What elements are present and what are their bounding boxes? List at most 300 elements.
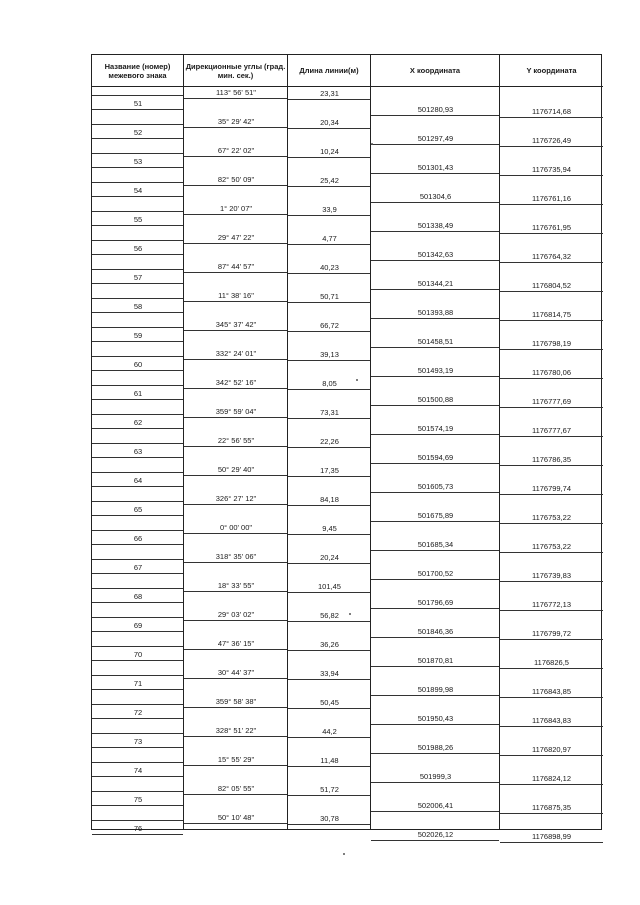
length-underline — [288, 621, 370, 622]
length-underline — [288, 186, 370, 187]
angle-underline — [184, 678, 287, 679]
marker-name: 66 — [133, 534, 143, 543]
direction-angle: 15° 55' 29" — [217, 755, 255, 764]
angle-underline — [184, 823, 287, 824]
x-coordinate: 501870,81 — [417, 656, 454, 665]
angle-underline — [184, 475, 287, 476]
marker-row-line — [92, 747, 183, 748]
length-underline — [288, 215, 370, 216]
angle-underline — [184, 707, 287, 708]
angle-underline — [184, 388, 287, 389]
marker-row-line — [92, 733, 183, 734]
angle-underline — [184, 243, 287, 244]
marker-name: 71 — [133, 679, 143, 688]
direction-angle: 50° 10' 48" — [217, 813, 255, 822]
length-underline — [288, 447, 370, 448]
x-coordinate: 501988,26 — [417, 743, 454, 752]
direction-angle: 359° 59' 04" — [215, 407, 257, 416]
x-coordinate: 501700,52 — [417, 569, 454, 578]
angle-underline — [184, 736, 287, 737]
y-row-line — [500, 494, 603, 495]
direction-angle: 29° 03' 02" — [217, 610, 255, 619]
x-coordinate: 501950,43 — [417, 714, 454, 723]
length-underline — [288, 650, 370, 651]
y-coordinate: 1176714,68 — [531, 107, 572, 116]
y-row-line — [500, 291, 603, 292]
y-coordinate: 1176843,83 — [531, 716, 572, 725]
x-row-line — [371, 666, 499, 667]
marker-name: 67 — [133, 563, 143, 572]
marker-row-line — [92, 631, 183, 632]
scan-speck — [356, 379, 358, 381]
direction-angle: 0° 00' 00" — [219, 523, 253, 532]
y-coordinate: 1176764,32 — [531, 252, 572, 261]
header-line-length — [288, 55, 371, 87]
y-row-line — [500, 349, 603, 350]
x-row-line — [371, 782, 499, 783]
marker-row-line — [92, 138, 183, 139]
direction-angle: 332° 24' 01" — [215, 349, 257, 358]
line-length: 33,94 — [320, 669, 339, 678]
y-row-line — [500, 668, 603, 669]
marker-name: 51 — [133, 99, 143, 108]
angle-underline — [184, 533, 287, 534]
header-direction-angles-text: Дирекционные углы (град. мин. сек.) — [185, 61, 286, 80]
x-coordinate: 501999,3 — [419, 772, 452, 781]
x-coordinate: 501574,19 — [417, 424, 454, 433]
length-underline — [288, 128, 370, 129]
y-row-line — [500, 697, 603, 698]
x-row-line — [371, 695, 499, 696]
marker-name: 72 — [133, 708, 143, 717]
x-row-line — [371, 289, 499, 290]
angle-underline — [184, 620, 287, 621]
direction-angle: 29° 47' 22" — [217, 233, 255, 242]
angle-underline — [184, 417, 287, 418]
column-divider — [287, 87, 288, 829]
x-row-line — [371, 724, 499, 725]
marker-row-line — [92, 95, 183, 96]
x-coordinate: 501338,49 — [417, 221, 454, 230]
x-coordinate: 501493,19 — [417, 366, 454, 375]
y-coordinate: 1176786,35 — [531, 455, 572, 464]
x-row-line — [371, 840, 499, 841]
marker-row-line — [92, 515, 183, 516]
marker-row-line — [92, 530, 183, 531]
angle-underline — [184, 185, 287, 186]
angle-underline — [184, 98, 287, 99]
x-row-line — [371, 550, 499, 551]
y-coordinate: 1176761,16 — [531, 194, 572, 203]
x-coordinate: 501280,93 — [417, 105, 454, 114]
direction-angle: 359° 58' 38" — [215, 697, 257, 706]
y-coordinate: 1176777,69 — [531, 397, 572, 406]
y-row-line — [500, 610, 603, 611]
x-coordinate: 501605,73 — [417, 482, 454, 491]
marker-row-line — [92, 776, 183, 777]
y-coordinate: 1176777,67 — [531, 426, 572, 435]
direction-angle: 22° 56' 55" — [217, 436, 255, 445]
line-length: 23,31 — [320, 89, 339, 98]
x-coordinate: 501297,49 — [417, 134, 454, 143]
y-row-line — [500, 436, 603, 437]
direction-angle: 50° 29' 40" — [217, 465, 255, 474]
scan-speck — [343, 853, 345, 855]
length-underline — [288, 679, 370, 680]
marker-name: 63 — [133, 447, 143, 456]
length-underline — [288, 534, 370, 535]
direction-angle: 18° 33' 55" — [217, 581, 255, 590]
marker-row-line — [92, 486, 183, 487]
marker-name: 70 — [133, 650, 143, 659]
x-row-line — [371, 492, 499, 493]
y-row-line — [500, 755, 603, 756]
length-underline — [288, 824, 370, 825]
x-row-line — [371, 260, 499, 261]
x-coordinate: 501796,69 — [417, 598, 454, 607]
marker-row-line — [92, 602, 183, 603]
y-coordinate: 1176735,94 — [531, 165, 572, 174]
y-coordinate: 1176799,72 — [531, 629, 572, 638]
header-line-length-text: Длина линии(м) — [299, 66, 359, 75]
header-x-coordinate — [371, 55, 500, 87]
y-row-line — [500, 639, 603, 640]
line-length: 84,18 — [320, 495, 339, 504]
angle-underline — [184, 127, 287, 128]
x-row-line — [371, 811, 499, 812]
x-coordinate: 502006,41 — [417, 801, 454, 810]
x-coordinate: 501846,36 — [417, 627, 454, 636]
header-marker-name — [92, 55, 184, 87]
header-marker-name-text: Название (номер) межевого знака — [104, 61, 171, 80]
length-underline — [288, 418, 370, 419]
y-coordinate: 1176798,19 — [531, 339, 572, 348]
marker-row-line — [92, 544, 183, 545]
y-row-line — [500, 523, 603, 524]
angle-underline — [184, 794, 287, 795]
line-length: 44,2 — [322, 727, 337, 736]
marker-row-line — [92, 617, 183, 618]
y-row-line — [500, 842, 603, 843]
marker-row-line — [92, 211, 183, 212]
header-x-coordinate-text: X координата — [409, 66, 461, 75]
y-coordinate: 1176739,83 — [531, 571, 572, 580]
length-underline — [288, 708, 370, 709]
marker-name: 76 — [133, 824, 143, 833]
marker-name: 57 — [133, 273, 143, 282]
y-coordinate: 1176898,99 — [531, 832, 572, 841]
y-row-line — [500, 813, 603, 814]
angle-underline — [184, 446, 287, 447]
x-coordinate: 502026,12 — [417, 830, 454, 839]
scan-speck — [371, 143, 373, 145]
x-coordinate: 501304,6 — [419, 192, 452, 201]
angle-underline — [184, 272, 287, 273]
y-row-line — [500, 204, 603, 205]
marker-row-line — [92, 269, 183, 270]
x-row-line — [371, 115, 499, 116]
length-underline — [288, 99, 370, 100]
x-coordinate: 501685,34 — [417, 540, 454, 549]
marker-row-line — [92, 791, 183, 792]
marker-row-line — [92, 689, 183, 690]
y-row-line — [500, 233, 603, 234]
marker-name: 54 — [133, 186, 143, 195]
x-coordinate: 501458,51 — [417, 337, 454, 346]
direction-angle: 328° 51' 22" — [215, 726, 257, 735]
header-y-coordinate-text: Y координата — [526, 66, 577, 75]
line-length: 22,26 — [320, 437, 339, 446]
line-length: 9,45 — [322, 524, 337, 533]
angle-underline — [184, 214, 287, 215]
marker-row-line — [92, 646, 183, 647]
line-length: 101,45 — [318, 582, 341, 591]
marker-row-line — [92, 588, 183, 589]
marker-row-line — [92, 457, 183, 458]
marker-row-line — [92, 225, 183, 226]
y-row-line — [500, 552, 603, 553]
x-row-line — [371, 753, 499, 754]
marker-row-line — [92, 428, 183, 429]
angle-underline — [184, 156, 287, 157]
direction-angle: 318° 35' 06" — [215, 552, 257, 561]
line-length: 50,71 — [320, 292, 339, 301]
direction-angle: 113° 56' 51" — [216, 88, 256, 97]
y-coordinate: 1176772,13 — [531, 600, 572, 609]
angle-underline — [184, 562, 287, 563]
y-coordinate: 1176843,85 — [531, 687, 572, 696]
marker-row-line — [92, 573, 183, 574]
line-length: 56,82 — [320, 611, 339, 620]
y-coordinate: 1176753,22 — [531, 542, 572, 551]
angle-underline — [184, 301, 287, 302]
line-length: 20,34 — [320, 118, 339, 127]
x-row-line — [371, 608, 499, 609]
length-underline — [288, 476, 370, 477]
line-length: 39,13 — [320, 350, 339, 359]
marker-row-line — [92, 283, 183, 284]
y-row-line — [500, 320, 603, 321]
y-coordinate: 1176780,06 — [531, 368, 572, 377]
direction-angle: 342° 52' 16" — [215, 378, 257, 387]
y-coordinate: 1176826,5 — [534, 658, 569, 667]
y-coordinate: 1176820,97 — [531, 745, 572, 754]
marker-name: 52 — [133, 128, 143, 137]
angle-underline — [184, 359, 287, 360]
length-underline — [288, 331, 370, 332]
line-length: 25,42 — [320, 176, 339, 185]
length-underline — [288, 505, 370, 506]
x-coordinate: 501594,69 — [417, 453, 454, 462]
x-row-line — [371, 144, 499, 145]
y-row-line — [500, 378, 603, 379]
marker-name: 59 — [133, 331, 143, 340]
marker-name: 68 — [133, 592, 143, 601]
line-length: 36,26 — [320, 640, 339, 649]
marker-name: 64 — [133, 476, 143, 485]
x-coordinate: 501301,43 — [417, 163, 454, 172]
marker-row-line — [92, 124, 183, 125]
marker-row-line — [92, 820, 183, 821]
line-length: 40,23 — [320, 263, 339, 272]
marker-row-line — [92, 805, 183, 806]
y-row-line — [500, 146, 603, 147]
marker-name: 74 — [133, 766, 143, 775]
marker-name: 69 — [133, 621, 143, 630]
marker-row-line — [92, 718, 183, 719]
direction-angle: 47° 36' 15" — [217, 639, 255, 648]
direction-angle: 87° 44' 57" — [217, 262, 255, 271]
y-row-line — [500, 726, 603, 727]
marker-row-line — [92, 501, 183, 502]
line-length: 33,9 — [322, 205, 337, 214]
header-direction-angles — [184, 55, 288, 87]
direction-angle: 30° 44' 37" — [217, 668, 255, 677]
length-underline — [288, 389, 370, 390]
marker-row-line — [92, 834, 183, 835]
y-coordinate: 1176761,95 — [531, 223, 572, 232]
marker-name: 65 — [133, 505, 143, 514]
y-row-line — [500, 581, 603, 582]
marker-row-line — [92, 443, 183, 444]
length-underline — [288, 766, 370, 767]
x-row-line — [371, 463, 499, 464]
x-row-line — [371, 405, 499, 406]
x-coordinate: 501500,88 — [417, 395, 454, 404]
length-underline — [288, 360, 370, 361]
marker-name: 55 — [133, 215, 143, 224]
angle-underline — [184, 504, 287, 505]
marker-name: 61 — [133, 389, 143, 398]
length-underline — [288, 302, 370, 303]
length-underline — [288, 795, 370, 796]
length-underline — [288, 592, 370, 593]
line-length: 8,05 — [322, 379, 337, 388]
x-row-line — [371, 231, 499, 232]
length-underline — [288, 157, 370, 158]
marker-row-line — [92, 167, 183, 168]
x-coordinate: 501344,21 — [417, 279, 454, 288]
marker-row-line — [92, 399, 183, 400]
marker-name: 60 — [133, 360, 143, 369]
marker-name: 73 — [133, 737, 143, 746]
y-row-line — [500, 117, 603, 118]
line-length: 51,72 — [320, 785, 339, 794]
angle-underline — [184, 649, 287, 650]
line-length: 11,48 — [320, 756, 339, 765]
length-underline — [288, 737, 370, 738]
x-coordinate: 501393,88 — [417, 308, 454, 317]
marker-name: 53 — [133, 157, 143, 166]
marker-row-line — [92, 341, 183, 342]
marker-name: 75 — [133, 795, 143, 804]
marker-row-line — [92, 327, 183, 328]
marker-row-line — [92, 254, 183, 255]
y-coordinate: 1176804,52 — [531, 281, 572, 290]
y-row-line — [500, 407, 603, 408]
y-coordinate: 1176753,22 — [531, 513, 572, 522]
x-row-line — [371, 173, 499, 174]
y-coordinate: 1176875,35 — [531, 803, 572, 812]
y-row-line — [500, 262, 603, 263]
direction-angle: 326° 27' 12" — [215, 494, 257, 503]
x-coordinate: 501675,89 — [417, 511, 454, 520]
x-coordinate: 501342,63 — [417, 250, 454, 259]
line-length: 17,35 — [320, 466, 339, 475]
header-y-coordinate — [500, 55, 603, 87]
x-row-line — [371, 579, 499, 580]
length-underline — [288, 563, 370, 564]
marker-row-line — [92, 559, 183, 560]
line-length: 10,24 — [320, 147, 339, 156]
line-length: 66,72 — [320, 321, 339, 330]
marker-name: 58 — [133, 302, 143, 311]
y-coordinate: 1176824,12 — [531, 774, 572, 783]
y-coordinate: 1176814,75 — [531, 310, 572, 319]
marker-row-line — [92, 704, 183, 705]
marker-name: 62 — [133, 418, 143, 427]
marker-row-line — [92, 675, 183, 676]
direction-angle: 11° 38' 16" — [218, 291, 254, 300]
scan-speck — [349, 613, 351, 615]
angle-underline — [184, 591, 287, 592]
marker-row-line — [92, 472, 183, 473]
marker-row-line — [92, 660, 183, 661]
x-row-line — [371, 202, 499, 203]
marker-row-line — [92, 196, 183, 197]
line-length: 50,45 — [320, 698, 339, 707]
length-underline — [288, 244, 370, 245]
marker-row-line — [92, 109, 183, 110]
x-row-line — [371, 521, 499, 522]
direction-angle: 35° 29' 42" — [217, 117, 255, 126]
angle-underline — [184, 765, 287, 766]
marker-row-line — [92, 153, 183, 154]
marker-row-line — [92, 356, 183, 357]
marker-row-line — [92, 370, 183, 371]
marker-row-line — [92, 298, 183, 299]
y-coordinate: 1176799,74 — [531, 484, 572, 493]
y-row-line — [500, 784, 603, 785]
angle-underline — [184, 330, 287, 331]
marker-name: 56 — [133, 244, 143, 253]
x-row-line — [371, 318, 499, 319]
marker-row-line — [92, 762, 183, 763]
direction-angle: 82° 50' 09" — [217, 175, 255, 184]
line-length: 20,24 — [320, 553, 339, 562]
y-coordinate: 1176726,49 — [531, 136, 572, 145]
line-length: 73,31 — [320, 408, 339, 417]
x-row-line — [371, 637, 499, 638]
line-length: 4,77 — [322, 234, 337, 243]
x-row-line — [371, 347, 499, 348]
direction-angle: 1° 20' 07" — [219, 204, 253, 213]
x-row-line — [371, 434, 499, 435]
marker-row-line — [92, 414, 183, 415]
marker-row-line — [92, 182, 183, 183]
y-row-line — [500, 465, 603, 466]
y-row-line — [500, 175, 603, 176]
x-row-line — [371, 376, 499, 377]
direction-angle: 67° 22' 02" — [217, 146, 255, 155]
line-length: 30,78 — [320, 814, 339, 823]
marker-row-line — [92, 240, 183, 241]
length-underline — [288, 273, 370, 274]
marker-row-line — [92, 385, 183, 386]
column-divider — [183, 87, 184, 829]
coordinates-table — [91, 54, 602, 841]
x-coordinate: 501899,98 — [417, 685, 454, 694]
